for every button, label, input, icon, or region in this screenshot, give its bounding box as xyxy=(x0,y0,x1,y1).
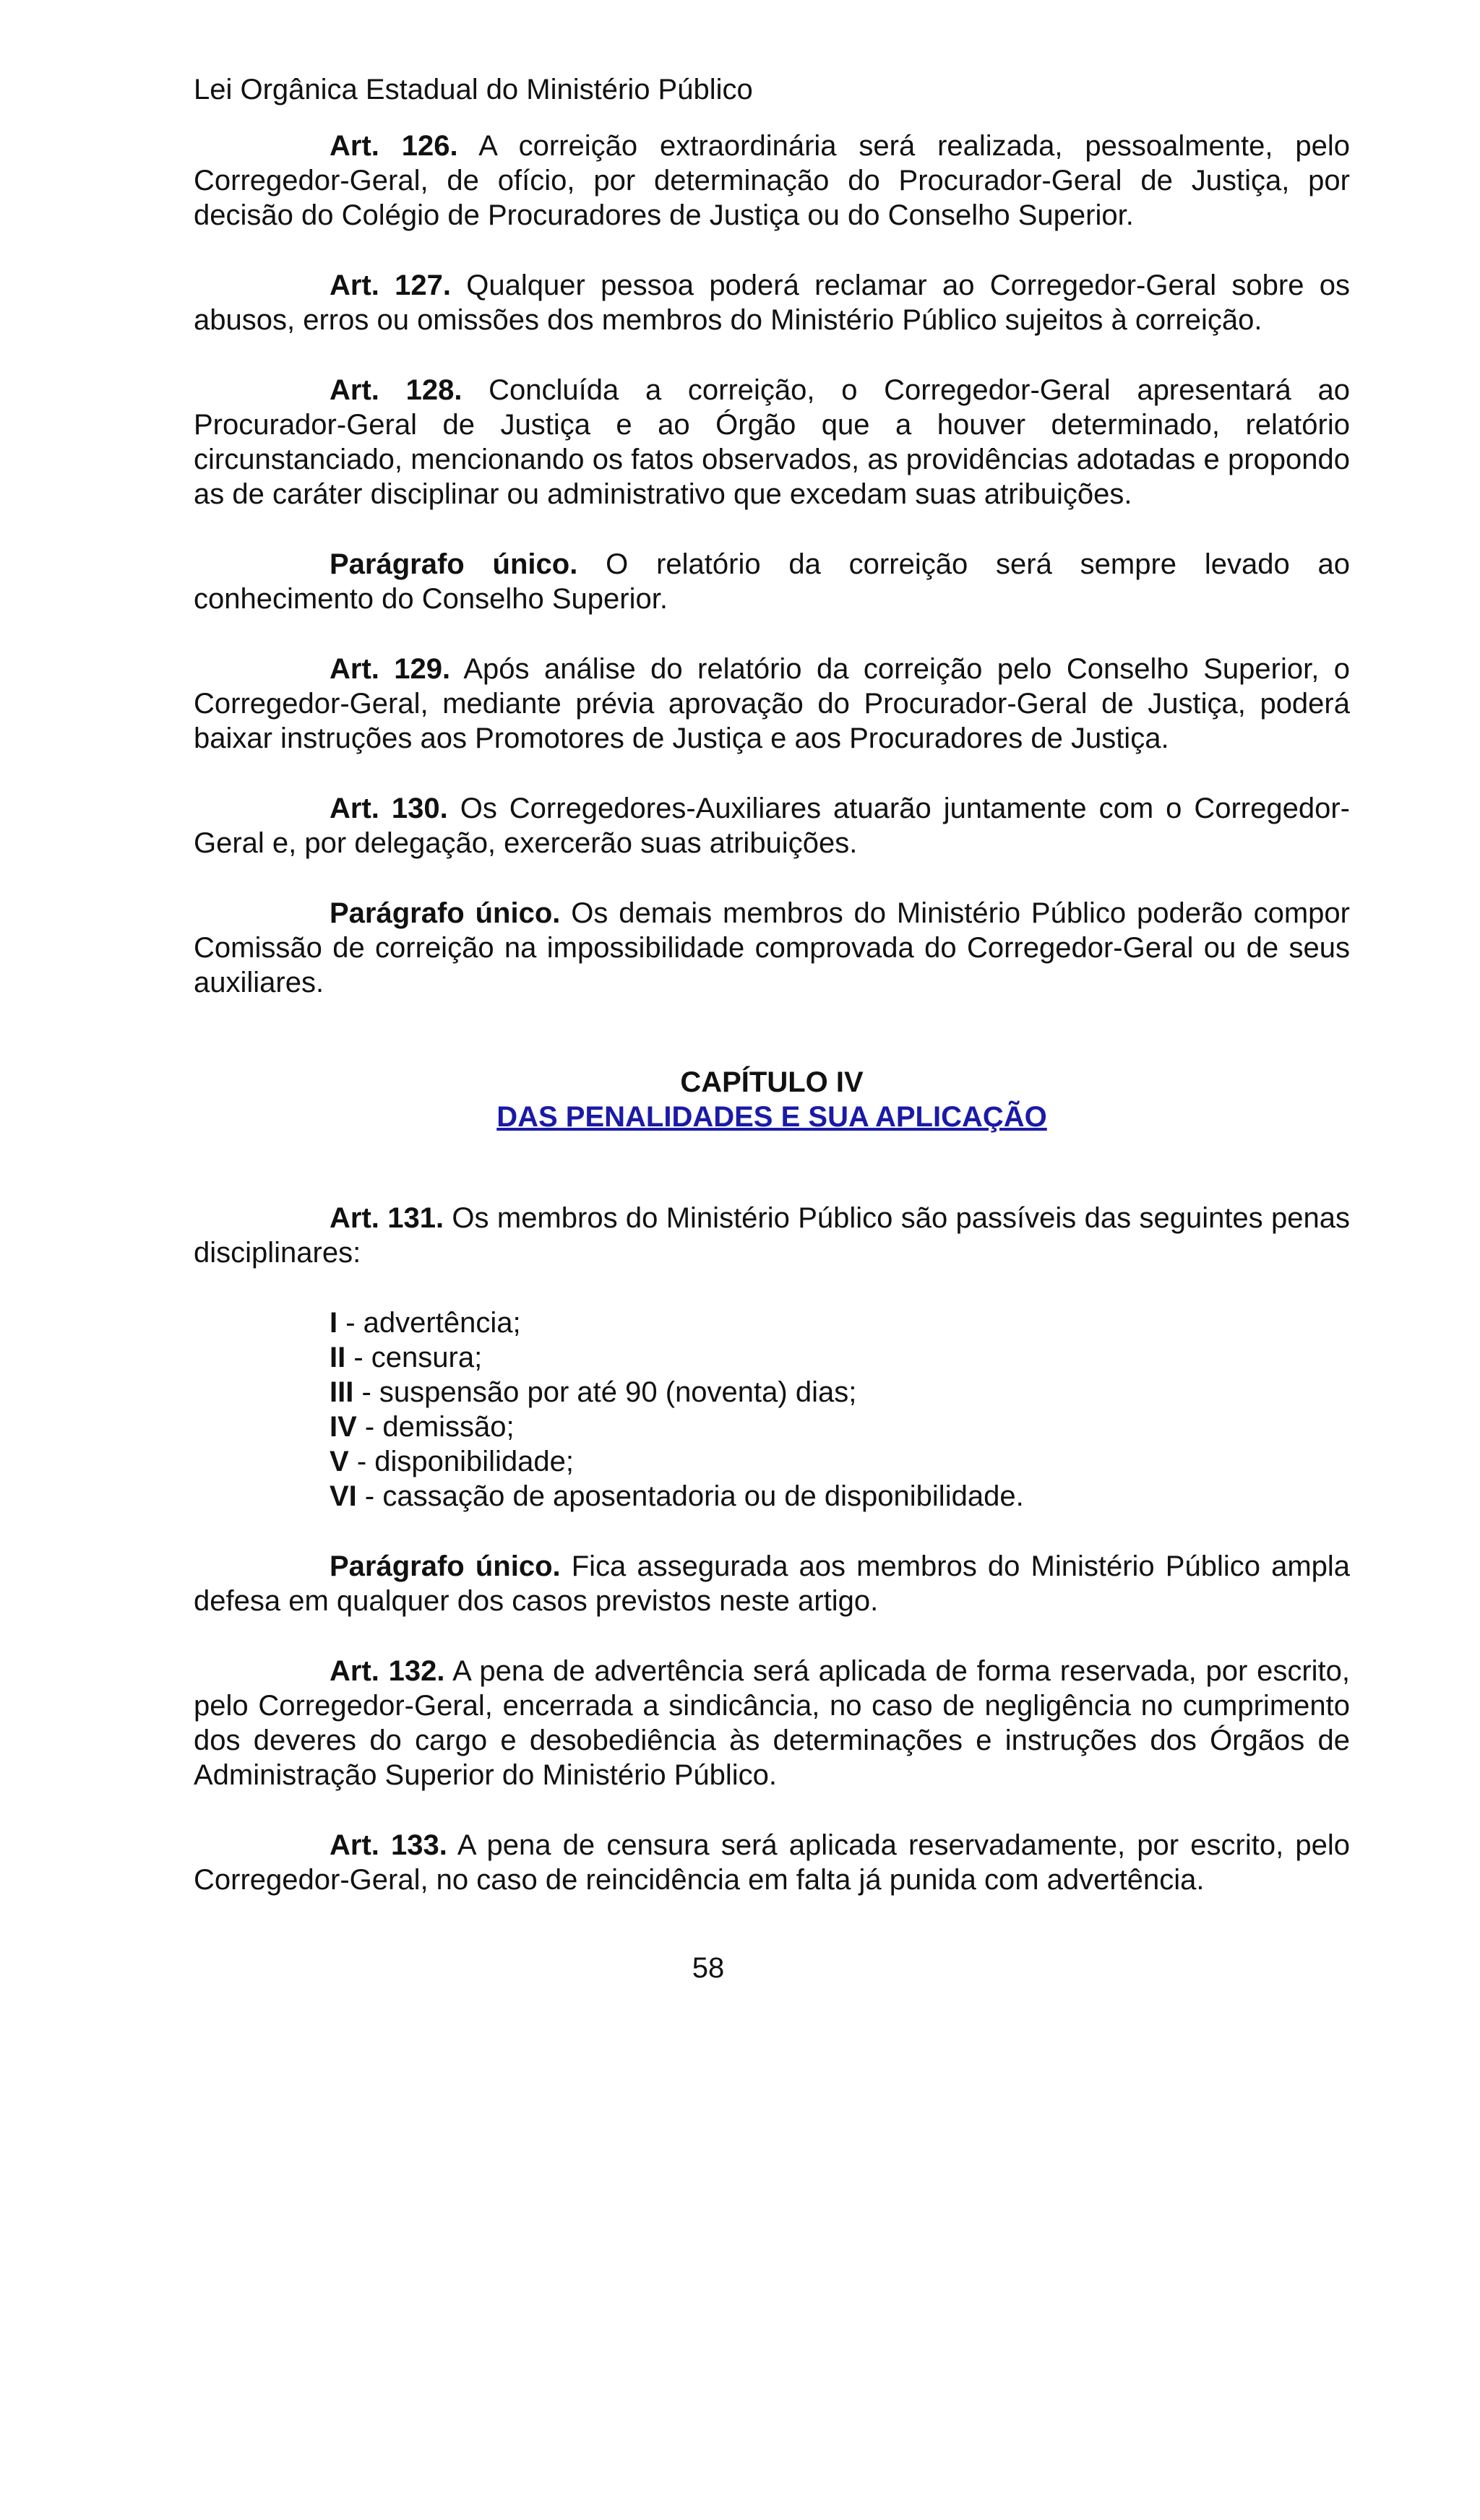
item-numeral: II xyxy=(330,1342,346,1373)
paragraph-text: Os demais membros do Ministério Público poderão compor Comissão de correição na impossibilidade comprovada do Corregedor-Geral ou de seus auxiliares. xyxy=(194,897,1350,998)
article-label: Art. 129. xyxy=(330,653,451,685)
list-item xyxy=(330,1340,1350,1375)
article-text: Qualquer pessoa poderá reclamar ao Corregedor-Geral sobre os abusos, erros ou omissões dos membros do Ministério Público sujeitos à correição. xyxy=(194,269,1350,336)
paragraph-label: Parágrafo único. xyxy=(330,1550,561,1582)
article-text: A pena de advertência será aplicada de forma reservada, por escrito, pelo Corregedor-Geral, encerrada a sindicância, no caso de negligência no cumprimento dos deveres do cargo e desobediência às determinações e instruções dos Órgãos de Administração Superior do Ministério Público. xyxy=(194,1655,1351,1791)
list-item xyxy=(330,1306,1350,1340)
item-text: - censura; xyxy=(353,1342,483,1373)
paragraph-label: Parágrafo único. xyxy=(330,897,561,929)
page-number: 58 xyxy=(692,1952,725,1984)
item-text: - advertência; xyxy=(345,1307,521,1339)
penalty-list xyxy=(330,1306,1350,1514)
item-numeral: I xyxy=(330,1307,338,1339)
paragraph-text: Fica assegurada aos membros do Ministério Público ampla defesa em qualquer dos casos previstos neste artigo. xyxy=(194,1550,1351,1617)
article-133 xyxy=(194,1828,1350,1897)
chapter-heading xyxy=(194,1065,1350,1134)
article-label: Art. 133. xyxy=(330,1829,447,1861)
article-text: A correição extraordinária será realizada, pessoalmente, pelo Corregedor-Geral, de ofício, por determinação do Procurador-Geral de Justiça, por decisão do Colégio de Procuradores de Justiça ou do Conselho Superior. xyxy=(194,130,1351,231)
article-128-paragraph xyxy=(194,547,1350,616)
list-item xyxy=(330,1410,1350,1444)
article-130 xyxy=(194,791,1350,860)
article-text: Os membros do Ministério Público são passíveis das seguintes penas disciplinares: xyxy=(194,1202,1350,1269)
article-131 xyxy=(194,1201,1350,1270)
article-132 xyxy=(194,1654,1350,1792)
article-text: A pena de censura será aplicada reservadamente, por escrito, pelo Corregedor-Geral, no caso de reincidência em falta já punida com advertência. xyxy=(194,1829,1351,1896)
item-text: - disponibilidade; xyxy=(356,1446,575,1477)
article-127 xyxy=(194,268,1350,337)
article-label: Art. 131. xyxy=(330,1202,444,1234)
paragraph-text: O relatório da correição será sempre levado ao conhecimento do Conselho Superior. xyxy=(194,548,1350,615)
article-129 xyxy=(194,652,1350,756)
document-header: Lei Orgânica Estadual do Ministério Público xyxy=(194,74,753,105)
chapter-title-link[interactable]: DAS PENALIDADES E SUA APLICAÇÃO xyxy=(496,1101,1047,1133)
list-item xyxy=(330,1375,1350,1410)
article-131-paragraph xyxy=(194,1549,1350,1618)
article-label: Art. 128. xyxy=(330,374,462,406)
document-page xyxy=(194,71,1350,1933)
article-label: Art. 130. xyxy=(330,793,448,824)
article-text: Os Corregedores-Auxiliares atuarão juntamente com o Corregedor-Geral e, por delegação, exercerão suas atribuições. xyxy=(194,793,1350,859)
list-item xyxy=(330,1444,1350,1479)
chapter-number: CAPÍTULO IV xyxy=(680,1066,864,1098)
item-numeral: IV xyxy=(330,1411,357,1443)
item-text: - suspensão por até 90 (noventa) dias; xyxy=(361,1376,857,1408)
article-label: Art. 132. xyxy=(330,1655,445,1687)
list-item xyxy=(330,1479,1350,1514)
article-130-paragraph xyxy=(194,896,1350,1000)
item-numeral: V xyxy=(330,1446,349,1477)
article-label: Art. 126. xyxy=(330,130,458,162)
article-128 xyxy=(194,373,1350,512)
article-label: Art. 127. xyxy=(330,269,451,301)
item-numeral: VI xyxy=(330,1480,357,1512)
item-numeral: III xyxy=(330,1376,354,1408)
article-126 xyxy=(194,129,1350,233)
item-text: - demissão; xyxy=(364,1411,515,1443)
item-text: - cassação de aposentadoria ou de disponibilidade. xyxy=(364,1480,1024,1512)
article-text: Concluída a correição, o Corregedor-Geral apresentará ao Procurador-Geral de Justiça e ao Órgão que a houver determinado, relatório circunstanciado, mencionando os fatos observados, as providências adotadas e propondo as de caráter disciplinar ou administrativo que excedam suas atribuições. xyxy=(194,374,1350,510)
paragraph-label: Parágrafo único. xyxy=(330,548,578,580)
article-text: Após análise do relatório da correição pelo Conselho Superior, o Corregedor-Geral, mediante prévia aprovação do Procurador-Geral de Justiça, poderá baixar instruções aos Promotores de Justiça e aos Procuradores de Justiça. xyxy=(194,653,1351,754)
